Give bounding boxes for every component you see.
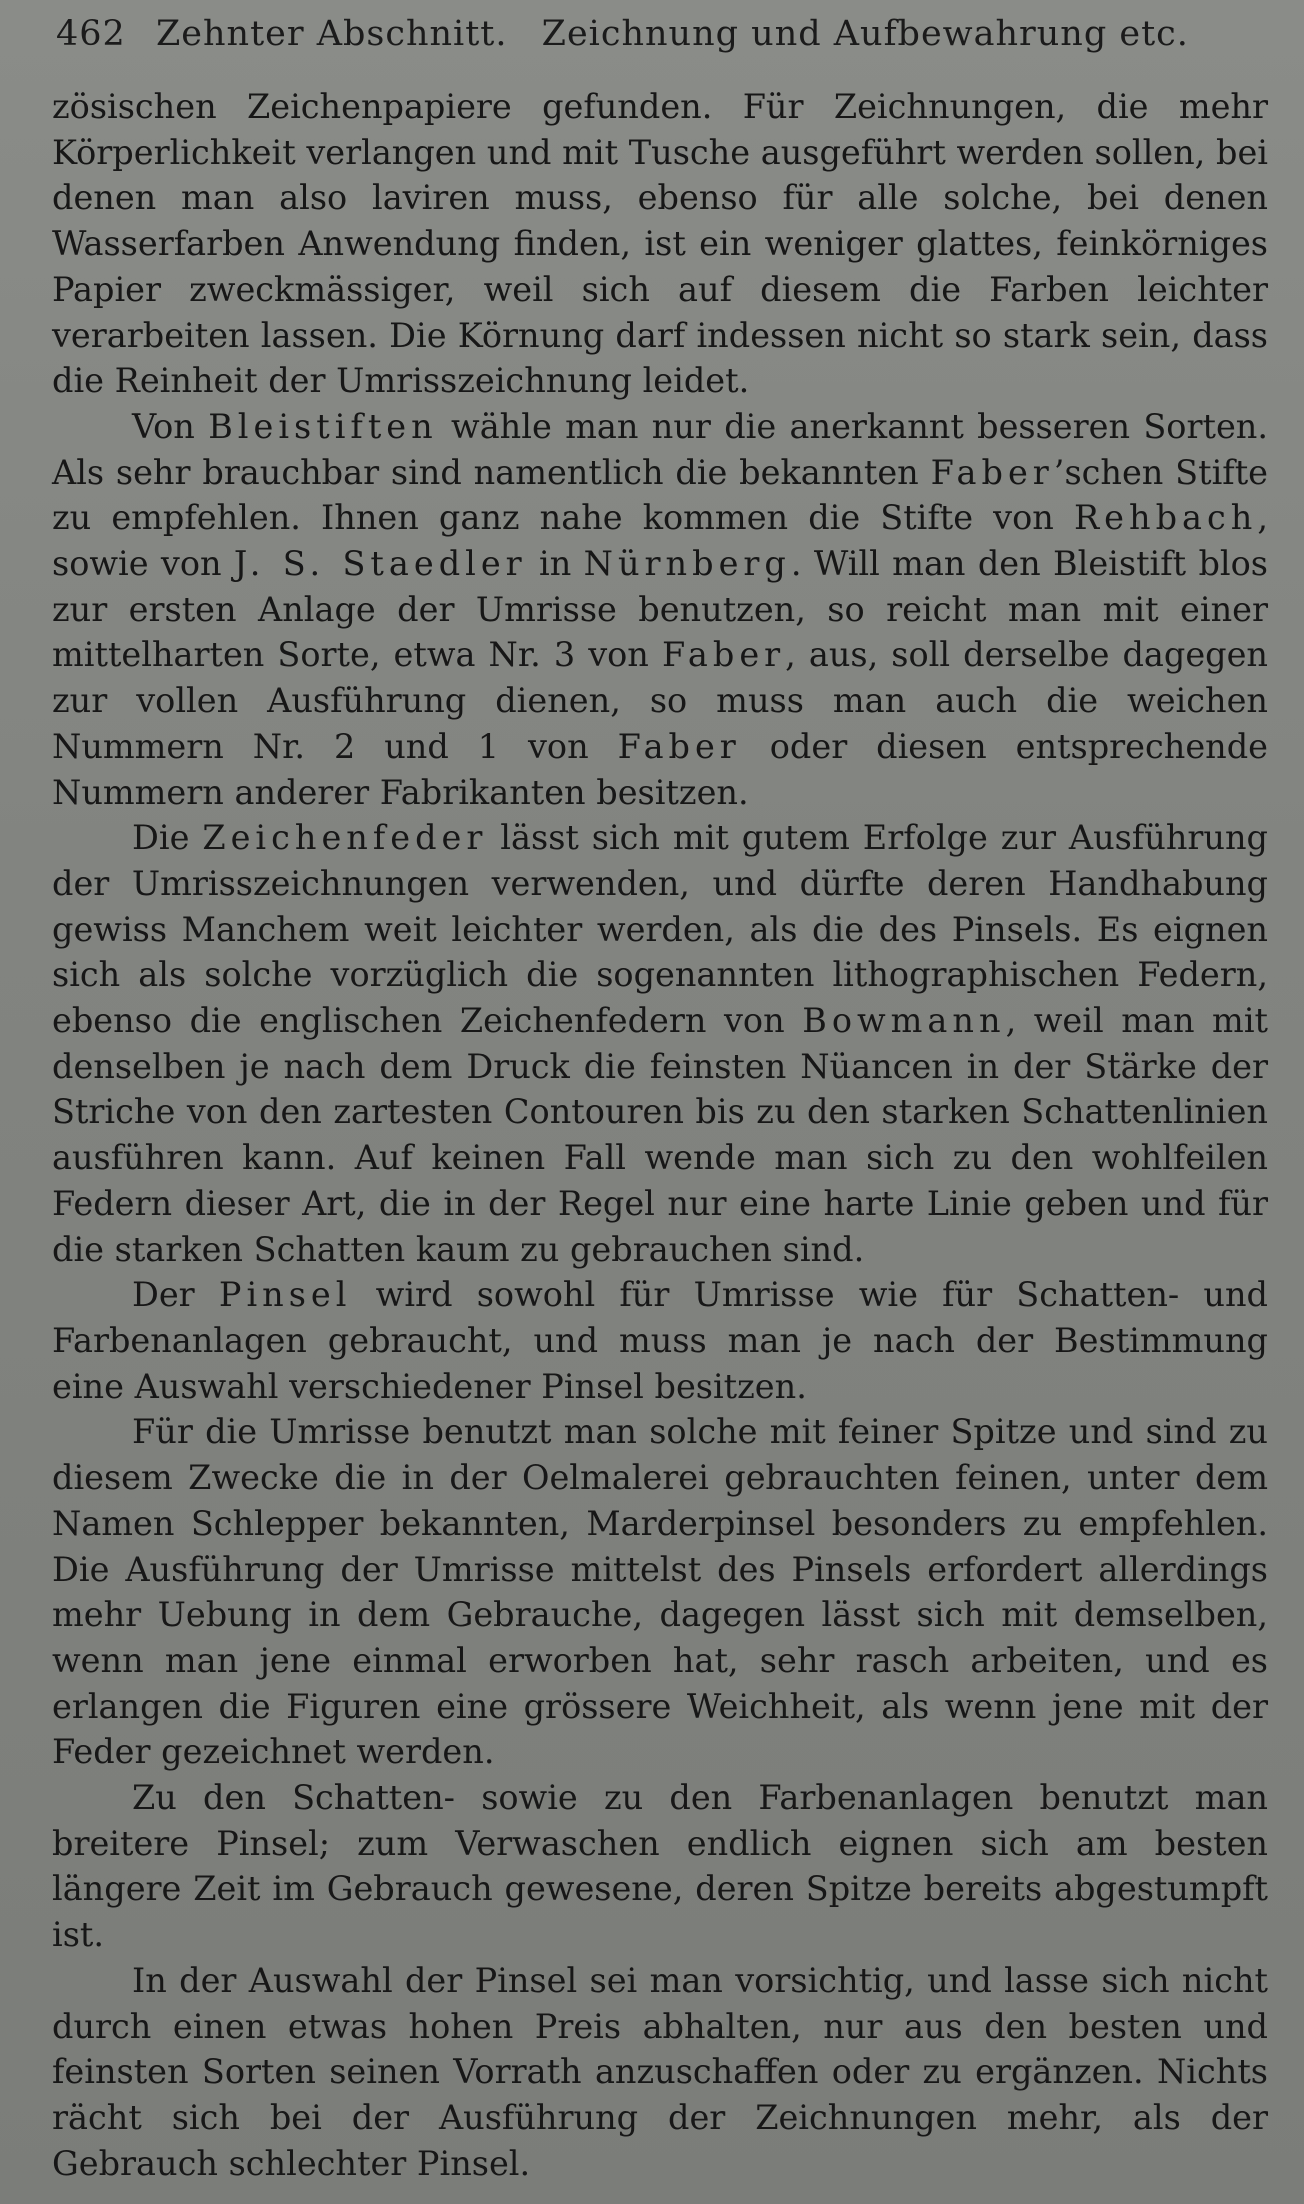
text-run: oder diesen entsprechende Nummern anderer Fabrikanten besitzen. (52, 726, 1268, 812)
emphasized-term: Bleistiften (208, 406, 438, 446)
text-run: Für die Umrisse benutzt man solche mit feiner Spitze und sind zu diesem Zwecke die in der Oelmalerei gebrauchten feinen, unter dem Namen Schlepper bekannten, Marderpinsel besonders zu empfehlen. Die Ausführung der Umrisse mittelst des Pinsels erfordert allerdings mehr Uebung in dem Gebrauche, dagegen lässt sich mit demselben, wenn man jene einmal erworben hat, sehr rasch arbeiten, und es erlangen die Figuren eine grössere Weichheit, als wenn jene mit der Feder gezeichnet werden. (52, 1412, 1268, 1772)
text-run: Der (132, 1275, 219, 1315)
text-run: in (526, 544, 584, 584)
paragraph-6 (52, 1775, 1268, 1958)
emphasized-term: Faber (617, 726, 741, 766)
text-run: Zu den Schatten- sowie zu den Farbenanlagen benutzt man breitere Pinsel; zum Verwaschen endlich eignen sich am besten längere Zeit im Gebrauch gewesene, deren Spitze bereits abgestumpft ist. (52, 1778, 1268, 1955)
text-run: wähle man nur die anerkannt besseren Sorten. Als sehr brauchbar sind namentlich die bekannten (52, 406, 1268, 492)
emphasized-term: Nürnberg (583, 544, 791, 584)
text-run: , weil man mit denselben je nach dem Druck die feinsten Nüancen in der Stärke der Striche von den zartesten Contouren bis zu den starken Schattenlinien ausführen kann. Auf keinen Fall wende man sich zu den wohlfeilen Federn dieser Art, die in der Regel nur eine harte Linie geben und für die starken Schatten kaum zu gebrauchen sind. (52, 1001, 1268, 1269)
emphasized-term: Pinsel (218, 1275, 352, 1315)
text-run: , aus, soll derselbe dagegen zur vollen Ausführung dienen, so muss man auch die weichen Nummern Nr. 2 und 1 von (52, 635, 1268, 766)
text-run: In der Auswahl der Pinsel sei man vorsichtig, und lasse sich nicht durch einen etwas hohen Preis abhalten, nur aus den besten und feinsten Sorten seinen Vorrath anzuschaffen oder zu ergänzen. Nichts rächt sich bei der Ausführung der Zeichnungen mehr, als der Gebrauch schlechter Pinsel. (52, 1960, 1268, 2183)
text-run: ’schen Stifte zu empfehlen. Ihnen ganz nahe kommen die Stifte von (52, 452, 1268, 538)
emphasized-term: Faber (930, 452, 1054, 492)
paragraph-5 (52, 1409, 1268, 1775)
emphasized-term: Bowmann (802, 1001, 1006, 1041)
page-number: 462 (56, 14, 126, 54)
text-run: lässt sich mit gutem Erfolge zur Ausführung der Umrisszeichnungen verwenden, und dürfte deren Handhabung gewiss Manchem weit leichter werden, als die des Pinsels. Es eignen sich als solche vorzüglich die sogenannten lithographischen Federn, ebenso die englischen Zeichenfedern von (52, 818, 1269, 1041)
emphasized-term: Faber (661, 635, 786, 675)
paragraph-2 (52, 404, 1268, 815)
emphasized-term: Rehbach (1073, 498, 1258, 538)
paragraph-1 (52, 84, 1268, 404)
text-run: wird sowohl für Umrisse wie für Schatten- und Farbenanlagen gebraucht, und muss man je nach der Bestimmung eine Auswahl verschiedener Pinsel besitzen. (52, 1275, 1268, 1406)
section-label: Zehnter Abschnitt. (155, 14, 508, 54)
emphasized-term: J. S. Staedler (233, 544, 527, 584)
text-run: , sowie von (52, 498, 1268, 584)
text-run: . Will man den Bleistift blos zur ersten Anlage der Umrisse benutzen, so reicht man mit einer mittelharten Sorte, etwa Nr. 3 von (52, 544, 1268, 675)
text-run: Von (132, 406, 209, 446)
page-body (52, 84, 1268, 2186)
paragraph-4 (52, 1272, 1268, 1409)
header-title: Zeichnung und Aufbewahrung etc. (541, 14, 1189, 54)
emphasized-term: Zeichenfeder (202, 818, 488, 858)
paragraph-3 (52, 815, 1268, 1272)
text-run: zösischen Zeichenpapiere gefunden. Für Zeichnungen, die mehr Körperlichkeit verlangen und mit Tusche ausgeführt werden sollen, bei denen man also laviren muss, ebenso für alle solche, bei denen Wasserfarben Anwendung finden, ist ein weniger glattes, feinkörniges Papier zweckmässiger, weil sich auf diesem die Farben leichter verarbeiten lassen. Die Körnung darf indessen nicht so stark sein, dass die Reinheit der Umrisszeichnung leidet. (52, 87, 1268, 401)
text-run: Die (132, 818, 203, 858)
paragraph-7 (52, 1958, 1268, 2187)
running-header (56, 14, 1256, 64)
